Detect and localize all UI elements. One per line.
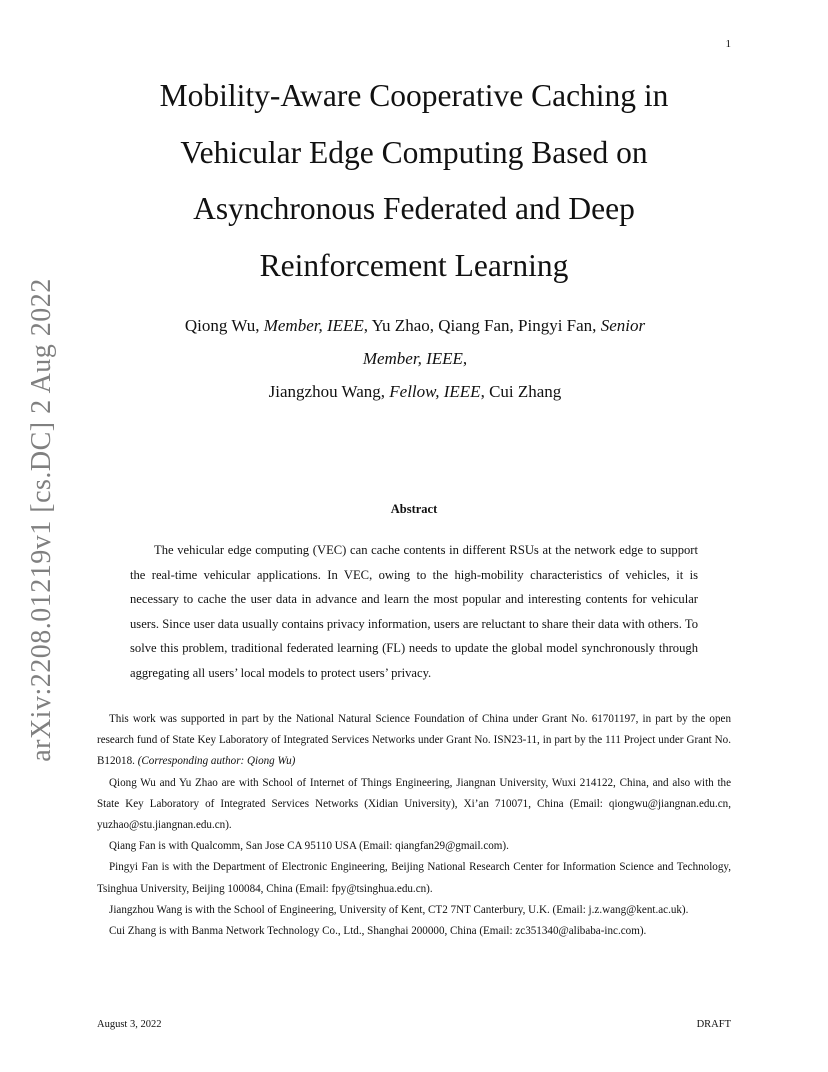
- funding-text: This work was supported in part by the National Natural Science Foundation of China under Grant No. 61701197, in part by the open research fund of State Key Laboratory of Integrated Services Networks under Grant No. ISN23-11, in part by the 111 Project under Grant No. B12018.: [97, 713, 731, 768]
- author-separator: ,: [462, 349, 468, 368]
- footer-date: August 3, 2022: [97, 1019, 162, 1030]
- footnote-affiliation: Cui Zhang is with Banma Network Technology Co., Ltd., Shanghai 200000, China (Email: zc351340@alibaba-inc.com).: [109, 925, 647, 938]
- author-line-3: [120, 375, 710, 408]
- author-names: Qiong Wu,: [184, 316, 264, 335]
- author-membership: Senior: [600, 316, 646, 335]
- author-names: , Cui Zhang: [480, 382, 562, 401]
- footnote-affiliation: Qiong Wu and Yu Zhao are with School of Internet of Things Engineering, Jiangnan University, Wuxi 214122, China, and also with the State Key Laboratory of Integrated Services Networks (Xidian University), Xi’an 710071, China (Email: qiongwu@jiangnan.edu.cn, yuzhao@stu.jiangnan.edu.cn).: [97, 776, 731, 832]
- author-membership: Member, IEEE: [263, 316, 364, 335]
- footnotes: [97, 709, 731, 942]
- abstract-heading: Abstract: [390, 502, 438, 516]
- author-names: , Yu Zhao, Qiang Fan, Pingyi Fan,: [363, 316, 601, 335]
- footnote-affiliation: Jiangzhou Wang is with the School of Engineering, University of Kent, CT2 7NT Canterbury, U.K. (Email: j.z.wang@kent.ac.uk).: [109, 903, 689, 916]
- corresponding-author: (Corresponding author: Qiong Wu): [137, 755, 296, 768]
- footnote-funding: [97, 709, 731, 773]
- author-membership: Member, IEEE: [362, 349, 463, 368]
- author-line-2: [120, 342, 710, 375]
- page-number: 1: [725, 38, 731, 50]
- paper-title: Mobility-Aware Cooperative Caching in Vehicular Edge Computing Based on Asynchronous Federated and Deep Reinforcement Learning: [159, 78, 669, 283]
- footer-draft-label: DRAFT: [696, 1019, 731, 1030]
- author-membership: Fellow, IEEE: [389, 382, 481, 401]
- author-names: Jiangzhou Wang,: [268, 382, 390, 401]
- arxiv-identifier-stamp: arXiv:2208.01219v1 [cs.DC] 2 Aug 2022: [26, 278, 57, 762]
- abstract-text: The vehicular edge computing (VEC) can cache contents in different RSUs at the network edge to support the real-time vehicular applications. In VEC, owing to the high-mobility characteristics of vehicles, it is necessary to cache the user data in advance and learn the most popular and interesting contents for vehicular users. Since user data usually contains privacy information, users are reluctant to share their data with others. To solve this problem, traditional federated learning (FL) needs to update the global model synchronously through aggregating all users’ local models to protect users’ privacy.: [130, 543, 698, 680]
- author-list: [120, 309, 710, 408]
- footnote-affiliation: Qiang Fan is with Qualcomm, San Jose CA 95110 USA (Email: qiangfan29@gmail.com).: [109, 840, 509, 853]
- author-line-1: [120, 309, 710, 342]
- footnote-affiliation: Pingyi Fan is with the Department of Electronic Engineering, Beijing National Research Center for Information Science and Technology, Tsinghua University, Beijing 100084, China (Email: fpy@tsinghua.edu.cn).: [97, 861, 731, 895]
